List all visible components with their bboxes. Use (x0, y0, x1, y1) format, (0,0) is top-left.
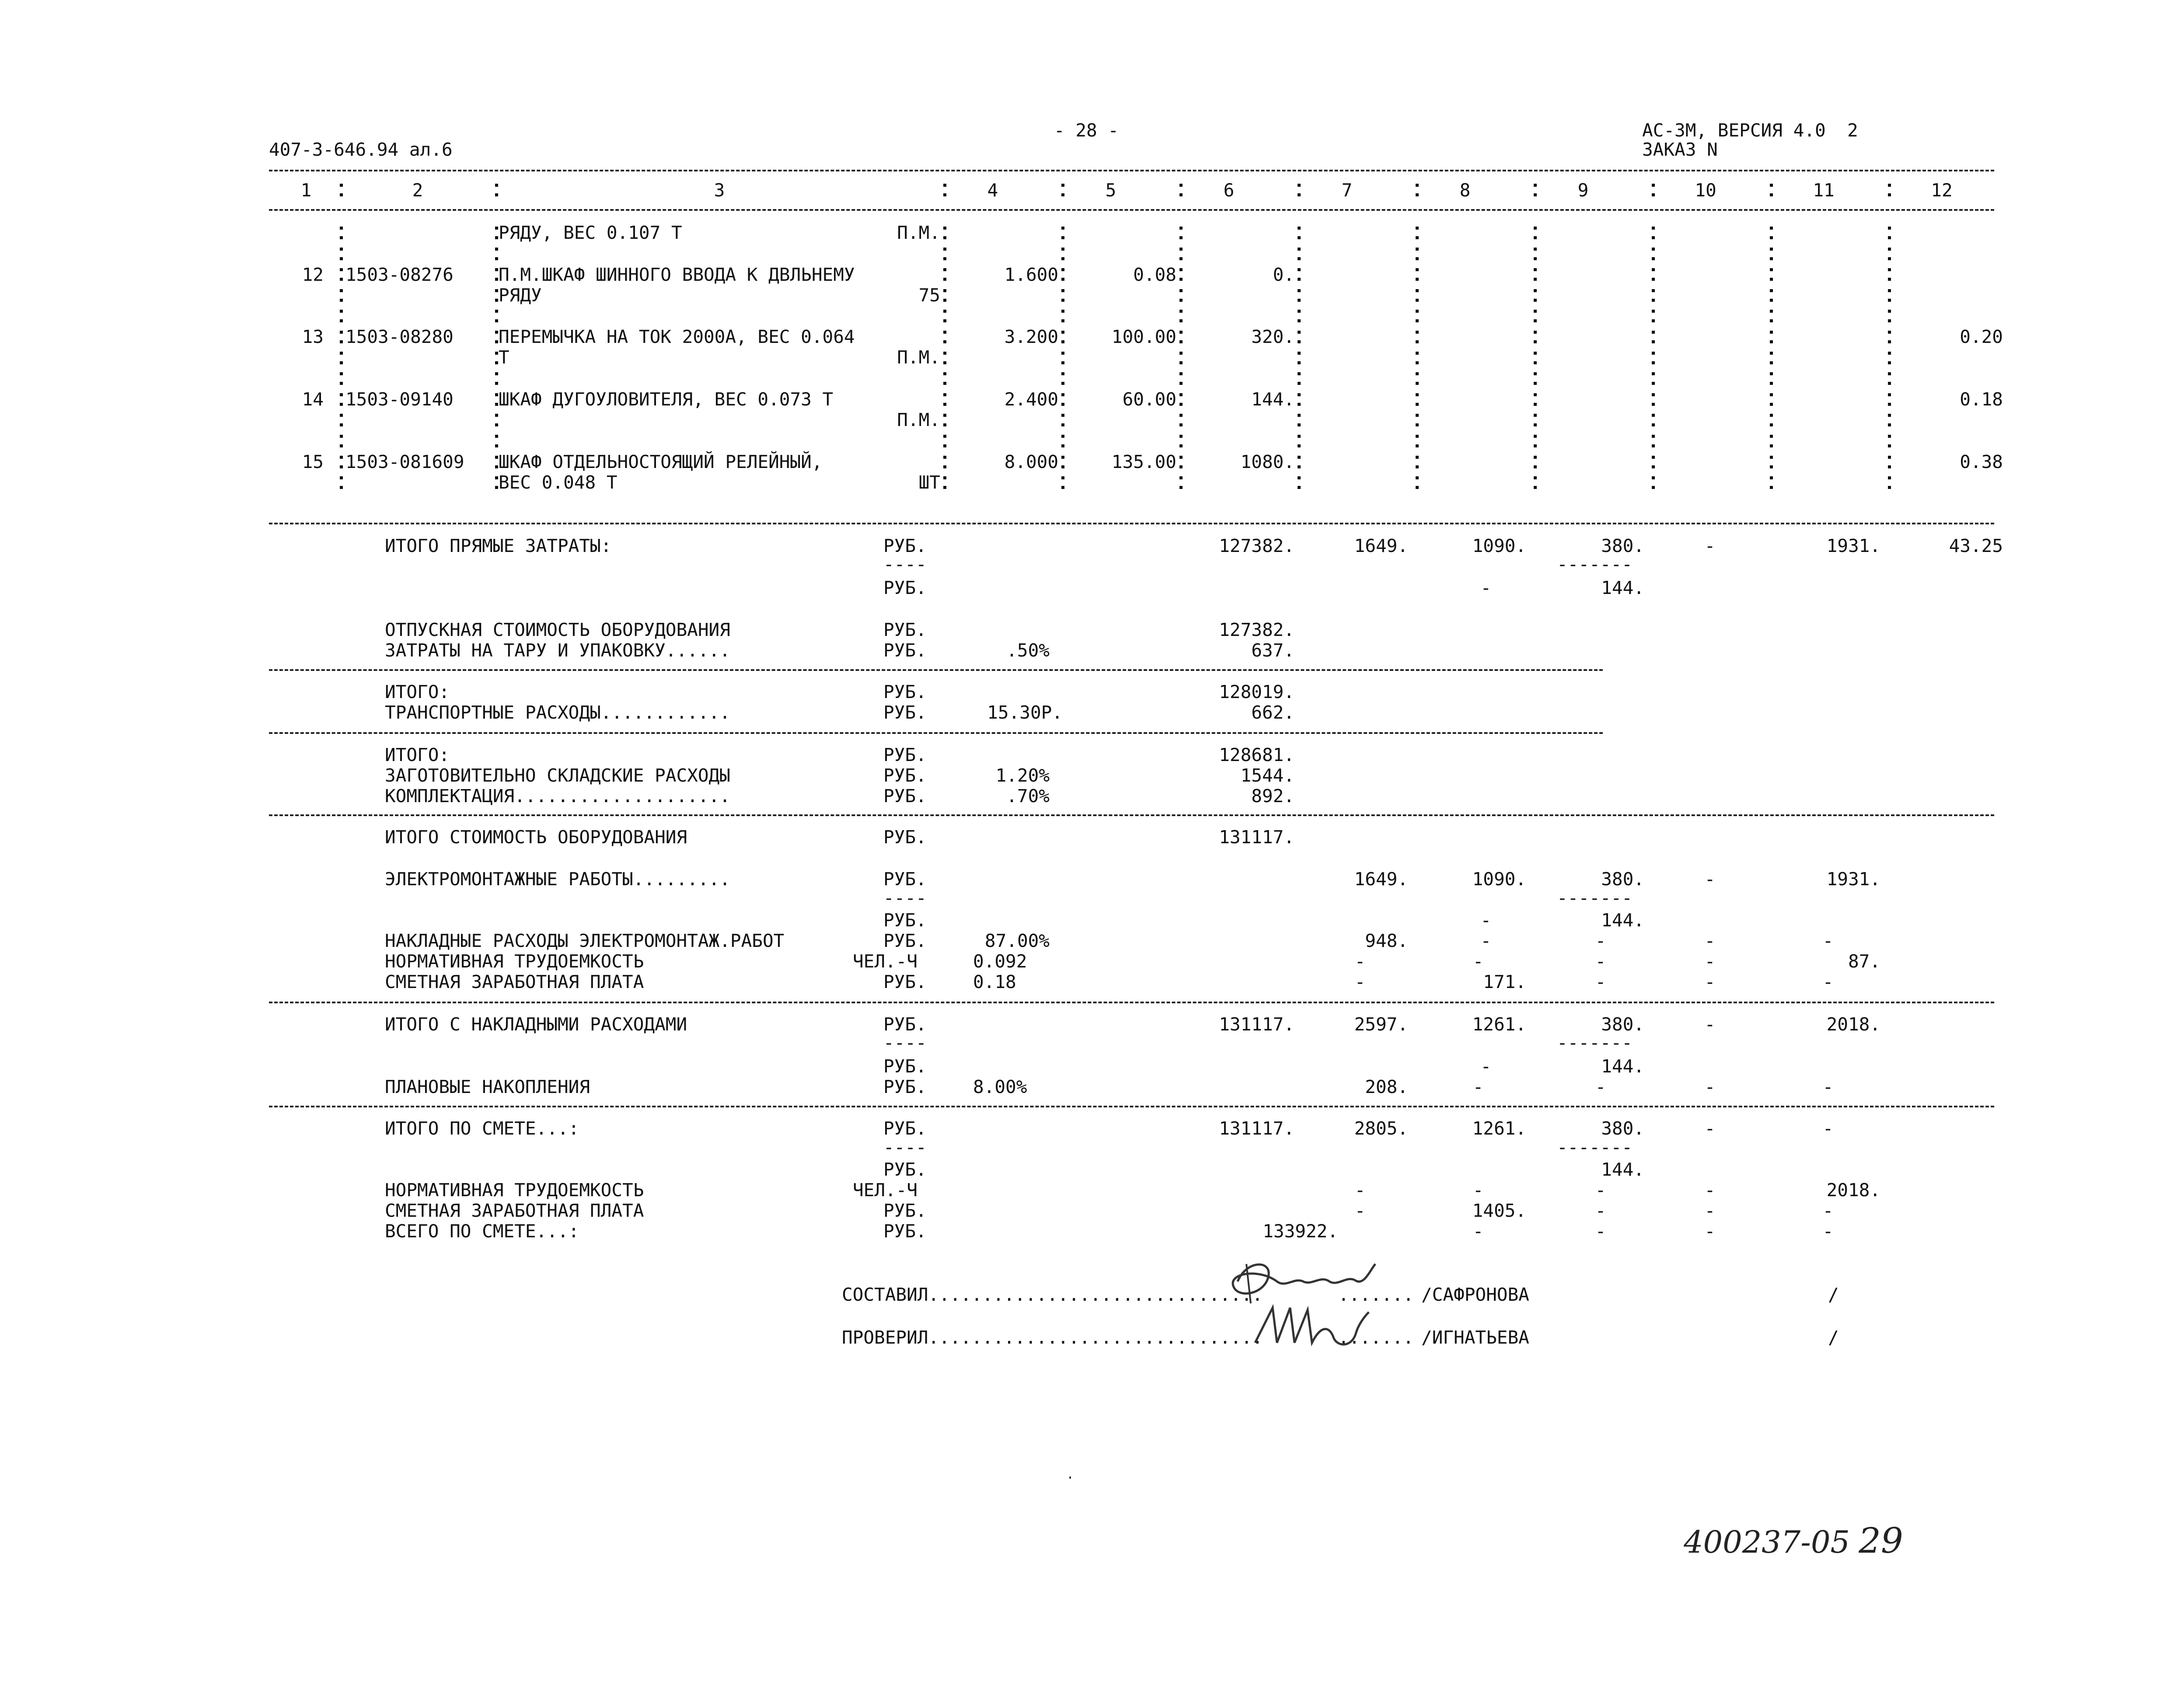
percent-value: 0.092 (973, 951, 1027, 972)
col-header-6: 6 (1223, 180, 1235, 201)
col7-value: 2805. (1354, 1118, 1408, 1139)
col10-value: - (1704, 1118, 1716, 1139)
col6-value: 637. (1251, 640, 1294, 661)
col12-value: 0.18 (1960, 389, 2003, 410)
percent-value: 87.00% (984, 930, 1050, 951)
col-header-8: 8 (1459, 180, 1471, 201)
col10-value: - (1704, 1076, 1716, 1097)
rule (269, 523, 1994, 524)
col8-value: - (1480, 930, 1491, 951)
percent-value: .50% (1006, 640, 1050, 661)
summary-label: ИТОГО: (385, 681, 450, 702)
col10-value: - (1704, 1221, 1716, 1242)
summary-label: ИТОГО: (385, 744, 450, 765)
slash: / (1828, 1327, 1839, 1348)
rule (269, 1106, 1994, 1107)
item-text: ШКАФ ОТДЕЛЬНОСТОЯЩИЙ РЕЛЕЙНЫЙ, (499, 451, 823, 472)
summary-unit: РУБ. (883, 619, 927, 640)
item-number: 13 (302, 326, 324, 347)
col-header-3: 3 (714, 180, 725, 201)
summary-label: ТРАНСПОРТНЫЕ РАСХОДЫ............ (385, 702, 730, 723)
summary-label: НОРМАТИВНАЯ ТРУДОЕМКОСТЬ (385, 951, 644, 972)
col9-value: - (1595, 951, 1606, 972)
col8-value: 1090. (1472, 535, 1526, 556)
col6-value: 320. (1251, 326, 1294, 347)
col-header-10: 10 (1695, 180, 1716, 201)
sub-separator: ---- (883, 1032, 927, 1053)
summary-label: СМЕТНАЯ ЗАРАБОТНАЯ ПЛАТА (385, 971, 644, 992)
summary-unit: РУБ. (883, 765, 927, 786)
summary-label: КОМПЛЕКТАЦИЯ.................... (385, 786, 730, 807)
col9-value: 380. (1601, 1014, 1644, 1035)
summary-unit: РУБ. (883, 535, 927, 556)
system-version: АС-3М, ВЕРСИЯ 4.0 2 (1642, 120, 1858, 141)
col11-value: - (1822, 1076, 1834, 1097)
col6-value: 131117. (1219, 1014, 1294, 1035)
col10-value: - (1704, 1014, 1716, 1035)
col8-value: - (1472, 1180, 1484, 1201)
summary-label: ЗАГОТОВИТЕЛЬНО СКЛАДСКИЕ РАСХОДЫ (385, 765, 730, 786)
col-header-2: 2 (412, 180, 423, 201)
item-unit: П.М. (897, 347, 940, 368)
col7-value: 1649. (1354, 869, 1408, 890)
summary-unit: РУБ. (883, 577, 927, 598)
page-number: - 28 - (1054, 120, 1119, 141)
col8-value: - (1472, 1221, 1484, 1242)
summary-unit: РУБ. (883, 1159, 927, 1180)
rule (269, 814, 1994, 816)
col6-value: 127382. (1219, 535, 1294, 556)
summary-unit: РУБ. (883, 1076, 927, 1097)
item-text-2: ВЕС 0.048 Т (499, 472, 618, 493)
summary-unit: РУБ. (883, 910, 927, 931)
signature-handwritten (1246, 1299, 1378, 1356)
col6-value: 127382. (1219, 619, 1294, 640)
col12-value: 0.20 (1960, 326, 2003, 347)
summary-unit: РУБ. (883, 702, 927, 723)
item-unit: 75 (918, 285, 940, 306)
summary-label: НОРМАТИВНАЯ ТРУДОЕМКОСТЬ (385, 1180, 644, 1201)
sub-separator: ---- (883, 554, 927, 575)
rule (269, 209, 1994, 211)
col9-value: - (1595, 930, 1606, 951)
item-number: 14 (302, 389, 324, 410)
item-code: 1503-081609 (345, 451, 464, 472)
item-unit: ШТ (918, 472, 940, 493)
compiler-name: /САФРОНОВА (1421, 1284, 1529, 1305)
rule (269, 669, 1603, 671)
signature-dots: ....... (1338, 1284, 1414, 1305)
summary-unit: РУБ. (883, 681, 927, 702)
summary-unit: РУБ. (883, 827, 927, 848)
col4-value: 8.000 (1004, 451, 1058, 472)
col7-value: - (1354, 1180, 1366, 1201)
percent-value: 8.00% (973, 1076, 1027, 1097)
col9-value: - (1595, 1200, 1606, 1221)
percent-value: 1.20% (995, 765, 1050, 786)
col11-value: 2018. (1826, 1014, 1880, 1035)
grand-total-value: 133922. (1263, 1221, 1338, 1242)
rule (269, 732, 1603, 734)
col10-value: - (1704, 1180, 1716, 1201)
col9-value: 144. (1601, 1056, 1644, 1077)
col-header-7: 7 (1341, 180, 1353, 201)
col6-value: 128681. (1219, 744, 1294, 765)
sub-separator: ------- (1557, 554, 1633, 575)
col9-value: 144. (1601, 577, 1644, 598)
summary-label: ИТОГО ПО СМЕТЕ...: (385, 1118, 579, 1139)
doc-code: 407-3-646.94 ал.6 (269, 139, 453, 160)
archive-page-text: 29 (1859, 1520, 1903, 1561)
summary-label: ЭЛЕКТРОМОНТАЖНЫЕ РАБОТЫ......... (385, 869, 730, 890)
order-number: ЗАКАЗ N (1642, 139, 1718, 160)
col-header-9: 9 (1577, 180, 1589, 201)
col11-value: - (1822, 971, 1834, 992)
col11-value: - (1822, 1221, 1834, 1242)
col7-value: 208. (1365, 1076, 1408, 1097)
summary-unit: РУБ. (883, 1221, 927, 1242)
percent-value: 15.30Р. (987, 702, 1063, 723)
summary-label: ЗАТРАТЫ НА ТАРУ И УПАКОВКУ...... (385, 640, 730, 661)
checker-name: /ИГНАТЬЕВА (1421, 1327, 1529, 1348)
col6-value: 131117. (1219, 1118, 1294, 1139)
col10-value: - (1704, 930, 1716, 951)
col5-value: 60.00 (1122, 389, 1176, 410)
item-code: 1503-08280 (345, 326, 454, 347)
col6-value: 1544. (1240, 765, 1294, 786)
item-unit: П.М. (897, 409, 940, 430)
col8-value: - (1480, 910, 1491, 931)
col9-value: - (1595, 971, 1606, 992)
col10-value: - (1704, 1200, 1716, 1221)
col9-value: 380. (1601, 1118, 1644, 1139)
col11-value: - (1822, 1118, 1834, 1139)
col8-value: 171. (1483, 971, 1526, 992)
col7-value: - (1354, 1200, 1366, 1221)
sub-separator: ------- (1557, 1032, 1633, 1053)
col6-value: 892. (1251, 786, 1294, 807)
col8-value: - (1472, 1076, 1484, 1097)
col7-value: - (1354, 971, 1366, 992)
col6-value: 1080. (1240, 451, 1294, 472)
item-unit: П.М. (897, 222, 940, 243)
col11-value: 1931. (1826, 869, 1880, 890)
summary-label: ИТОГО ПРЯМЫЕ ЗАТРАТЫ: (385, 535, 612, 556)
col7-value: 1649. (1354, 535, 1408, 556)
col11-value: - (1822, 930, 1834, 951)
percent-value: 0.18 (973, 971, 1016, 992)
summary-label: ИТОГО С НАКЛАДНЫМИ РАСХОДАМИ (385, 1014, 687, 1035)
col-header-11: 11 (1813, 180, 1835, 201)
summary-unit: РУБ. (883, 930, 927, 951)
col8-value: - (1480, 1056, 1491, 1077)
summary-label: ИТОГО СТОИМОСТЬ ОБОРУДОВАНИЯ (385, 827, 687, 848)
item-number: 12 (302, 264, 324, 285)
item-text: ПЕРЕМЫЧКА НА ТОК 2000А, ВЕС 0.064 (499, 326, 855, 347)
col6-value: 144. (1251, 389, 1294, 410)
col9-value: 380. (1601, 869, 1644, 890)
percent-value: .70% (1006, 786, 1050, 807)
summary-label: НАКЛАДНЫЕ РАСХОДЫ ЭЛЕКТРОМОНТАЖ.РАБОТ (385, 930, 785, 951)
col10-value: - (1704, 971, 1716, 992)
item-text: ШКАФ ДУГОУЛОВИТЕЛЯ, ВЕС 0.073 Т (499, 389, 834, 410)
col6-value: 128019. (1219, 681, 1294, 702)
slash: / (1828, 1284, 1839, 1305)
summary-unit: РУБ. (883, 1118, 927, 1139)
summary-unit: РУБ. (883, 640, 927, 661)
col8-value: 1090. (1472, 869, 1526, 890)
col11-value: - (1822, 1200, 1834, 1221)
summary-unit: РУБ. (883, 1056, 927, 1077)
summary-unit: РУБ. (883, 1200, 927, 1221)
col7-value: - (1354, 951, 1366, 972)
col9-value: - (1595, 1076, 1606, 1097)
col9-value: 144. (1601, 910, 1644, 931)
summary-label: СМЕТНАЯ ЗАРАБОТНАЯ ПЛАТА (385, 1200, 644, 1221)
item-text-2: Т (499, 347, 509, 368)
signature-line: СОСТАВИЛ............................... (842, 1284, 1263, 1305)
col4-value: 2.400 (1004, 389, 1058, 410)
sub-separator: ---- (883, 887, 927, 908)
col7-value: 2597. (1354, 1014, 1408, 1035)
archive-number-text: 400237-05 (1684, 1524, 1850, 1560)
col4-value: 3.200 (1004, 326, 1058, 347)
col5-value: 0.08 (1133, 264, 1176, 285)
col-header-1: 1 (300, 180, 312, 201)
col9-value: 380. (1601, 535, 1644, 556)
col11-value: 87. (1848, 951, 1880, 972)
col11-value: 2018. (1826, 1180, 1880, 1201)
col8-value: 1261. (1472, 1118, 1526, 1139)
summary-label: ПЛАНОВЫЕ НАКОПЛЕНИЯ (385, 1076, 590, 1097)
summary-unit: РУБ. (883, 786, 927, 807)
rule (269, 170, 1994, 171)
summary-label: ОТПУСКНАЯ СТОИМОСТЬ ОБОРУДОВАНИЯ (385, 619, 730, 640)
handwritten-archive-number (1684, 1518, 1929, 1575)
col10-value: - (1704, 951, 1716, 972)
summary-unit: РУБ. (883, 1014, 927, 1035)
col6-value: 662. (1251, 702, 1294, 723)
col5-value: 100.00 (1111, 326, 1176, 347)
col-header-12: 12 (1931, 180, 1953, 201)
col10-value: - (1704, 869, 1716, 890)
item-code: 1503-08276 (345, 264, 454, 285)
summary-unit: ЧЕЛ.-Ч (853, 951, 918, 972)
rule (269, 1002, 1994, 1003)
col6-value: 0. (1273, 264, 1294, 285)
col6-value: 131117. (1219, 827, 1294, 848)
col10-value: - (1704, 535, 1716, 556)
summary-unit: РУБ. (883, 971, 927, 992)
summary-unit: ЧЕЛ.-Ч (853, 1180, 918, 1201)
col-header-5: 5 (1105, 180, 1116, 201)
summary-label: ВСЕГО ПО СМЕТЕ...: (385, 1221, 579, 1242)
item-text: РЯДУ, ВЕС 0.107 Т (499, 222, 682, 243)
col12-value: 43.25 (1949, 535, 2003, 556)
sub-separator: ---- (883, 1137, 927, 1158)
col7-value: 948. (1365, 930, 1408, 951)
item-code: 1503-09140 (345, 389, 454, 410)
sub-separator: ------- (1557, 887, 1633, 908)
col-header-4: 4 (987, 180, 998, 201)
col9-value: 144. (1601, 1159, 1644, 1180)
col12-value: 0.38 (1960, 451, 2003, 472)
item-text-2: РЯДУ (499, 285, 542, 306)
col8-value: - (1480, 577, 1491, 598)
col11-value: 1931. (1826, 535, 1880, 556)
col8-value: 1261. (1472, 1014, 1526, 1035)
col5-value: 135.00 (1111, 451, 1176, 472)
col8-value: 1405. (1472, 1200, 1526, 1221)
page-dot: · (1066, 1470, 1075, 1486)
summary-unit: РУБ. (883, 744, 927, 765)
col4-value: 1.600 (1004, 264, 1058, 285)
signature-line: ПРОВЕРИЛ............................... (842, 1327, 1263, 1348)
item-number: 15 (302, 451, 324, 472)
col9-value: - (1595, 1180, 1606, 1201)
item-text: П.М.ШКАФ ШИННОГО ВВОДА К ДВЛЬНЕМУ (499, 264, 855, 285)
col9-value: - (1595, 1221, 1606, 1242)
signature-dots: ....... (1338, 1327, 1414, 1348)
sub-separator: ------- (1557, 1137, 1633, 1158)
summary-unit: РУБ. (883, 869, 927, 890)
col8-value: - (1472, 951, 1484, 972)
